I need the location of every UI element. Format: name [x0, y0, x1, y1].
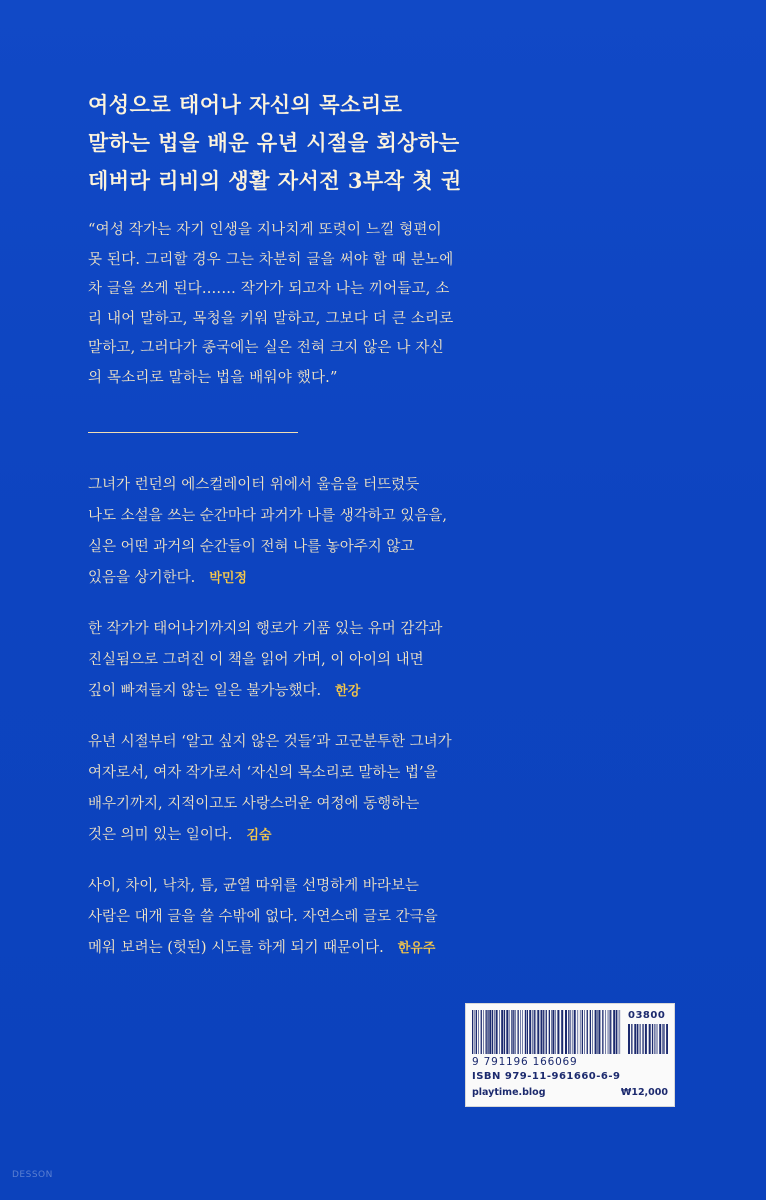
- barcode-bar: [549, 1010, 550, 1054]
- barcode-bar: [537, 1010, 539, 1054]
- addon-barcode: [628, 1024, 668, 1054]
- barcode-bar: [481, 1010, 482, 1054]
- barcode-bar: [618, 1010, 619, 1054]
- corner-stamp: DESSON: [12, 1170, 53, 1180]
- barcode-bar: [572, 1010, 573, 1054]
- endorsement-4: [88, 871, 528, 964]
- endorser-name: 한유주: [397, 941, 436, 956]
- endorsement-text: 것은 의미 있는 일이다.: [88, 827, 233, 843]
- barcode-bar: [657, 1024, 658, 1054]
- endorsement-line: 사람은 대개 글을 쓸 수밖에 없다. 자연스레 글로 간극을: [88, 909, 438, 925]
- barcode-bar: [602, 1010, 603, 1054]
- endorsement-2: [88, 614, 528, 707]
- barcode-bar: [561, 1010, 563, 1054]
- barcode-bar: [472, 1010, 473, 1054]
- barcode-bar: [534, 1010, 535, 1054]
- barcode-bar: [525, 1010, 526, 1054]
- barcode-bar: [511, 1010, 512, 1054]
- barcode-bar: [634, 1024, 636, 1054]
- barcode-bar: [574, 1010, 576, 1054]
- barcode-bar: [666, 1024, 668, 1054]
- barcode-bar: [501, 1010, 503, 1054]
- barcode-bar: [551, 1010, 552, 1054]
- barcode-bar: [590, 1010, 591, 1054]
- barcode-bar: [613, 1010, 615, 1054]
- barcode-bar: [605, 1010, 606, 1054]
- isbn-barcode-sticker: [465, 1003, 675, 1107]
- barcode-bar: [662, 1024, 663, 1054]
- barcode-bar: [496, 1010, 498, 1054]
- barcode-bar: [515, 1010, 516, 1054]
- headline-line: 여성으로 태어나 자신의 목소리로: [88, 92, 403, 117]
- barcode-bar: [649, 1024, 651, 1054]
- endorser-name: 김숨: [246, 828, 272, 843]
- endorsement-line: 그녀가 런던의 에스컬레이터 위에서 울음을 터뜨렸듯: [88, 477, 420, 493]
- barcode-bar: [529, 1010, 531, 1054]
- barcode-bar: [608, 1010, 609, 1054]
- barcode-bar: [568, 1010, 569, 1054]
- barcode-bar: [476, 1010, 477, 1054]
- barcode-bar: [543, 1010, 544, 1054]
- barcode-bar: [527, 1010, 528, 1054]
- barcode-bar: [578, 1010, 579, 1054]
- barcode-bar: [486, 1010, 487, 1054]
- endorser-name: 박민정: [209, 571, 247, 586]
- barcode-bar: [518, 1010, 519, 1054]
- endorser-name: 한강: [335, 684, 361, 699]
- barcode-bar: [557, 1010, 559, 1054]
- barcode-bar: [546, 1010, 547, 1054]
- barcode-bar: [654, 1024, 655, 1054]
- endorsement-text: 있음을 상기한다.: [88, 570, 196, 586]
- barcode-bar: [628, 1024, 630, 1054]
- barcode-bar: [639, 1024, 640, 1054]
- barcode-bar: [532, 1010, 533, 1054]
- barcode-bar: [492, 1010, 493, 1054]
- barcode-bar: [520, 1010, 521, 1054]
- barcode-bar: [597, 1010, 598, 1054]
- barcode-bar: [587, 1010, 588, 1054]
- barcode-bar: [595, 1010, 597, 1054]
- barcode-bar: [565, 1010, 567, 1054]
- barcode-bar: [509, 1010, 510, 1054]
- quote-line: 못 된다. 그리할 경우 그는 차분히 글을 써야 할 때 분노에: [88, 251, 454, 268]
- publisher-site: playtime.blog: [472, 1087, 546, 1098]
- barcode-bar: [637, 1024, 638, 1054]
- barcode-bar: [584, 1010, 585, 1054]
- barcode-bar: [616, 1010, 617, 1054]
- barcode-bar: [652, 1024, 653, 1054]
- ean-barcode: [472, 1010, 622, 1054]
- barcode-bar: [656, 1024, 657, 1054]
- endorsement-line: [88, 563, 528, 594]
- quote-line: “여성 작가는 자기 인생을 지나치게 또렷이 느낄 형편이: [88, 222, 442, 238]
- endorsement-line: 사이, 차이, 낙차, 틈, 균열 따위를 선명하게 바라보는: [88, 878, 419, 894]
- headline-line: 말하는 법을 배운 유년 시절을 회상하는: [88, 130, 460, 155]
- barcode-bar: [582, 1010, 583, 1054]
- headline: [88, 86, 648, 200]
- endorsement-3: [88, 727, 528, 851]
- endorsement-line: 실은 어떤 과거의 순간들이 전혀 나를 놓아주지 않고: [88, 539, 415, 555]
- barcode-bar: [598, 1010, 600, 1054]
- endorsement-line: 진실됨으로 그려진 이 책을 읽어 가며, 이 아이의 내면: [88, 652, 424, 668]
- endorsement-line: [88, 933, 528, 964]
- barcode-digits: 9 791196 166069: [472, 1056, 578, 1068]
- barcode-bar: [645, 1024, 647, 1054]
- endorsement-line: [88, 676, 528, 707]
- barcode-bar: [555, 1010, 556, 1054]
- barcode-bar: [631, 1024, 632, 1054]
- barcode-bar: [659, 1024, 661, 1054]
- endorsement-text: 메워 보려는 (헛된) 시도를 하게 되기 때문이다.: [88, 940, 384, 956]
- headline-line: 데버라 리비의 생활 자서전 3부작 첫 권: [88, 168, 462, 193]
- endorsement-line: 배우기까지, 지적이고도 사랑스러운 여정에 동행하는: [88, 796, 420, 812]
- quote-line: 의 목소리로 말하는 법을 배워야 했다.”: [88, 369, 338, 386]
- barcode-bar: [489, 1010, 491, 1054]
- barcode-bar: [642, 1024, 643, 1054]
- barcode-bar: [640, 1024, 641, 1054]
- barcode-bar: [504, 1010, 505, 1054]
- barcode-bar: [664, 1024, 665, 1054]
- price: ₩12,000: [620, 1087, 668, 1098]
- barcode-bar: [513, 1010, 514, 1054]
- barcode-bar: [552, 1010, 554, 1054]
- endorsement-line: [88, 820, 528, 851]
- barcode-bar: [609, 1010, 610, 1054]
- barcode-bar: [610, 1010, 611, 1054]
- section-divider: [88, 432, 298, 433]
- barcode-bar: [580, 1010, 581, 1054]
- barcode-bar: [506, 1010, 508, 1054]
- endorsements: [88, 470, 528, 984]
- quote-line: 차 글을 쓰게 된다.…… 작가가 되고자 나는 끼어들고, 소: [88, 281, 450, 297]
- barcode-bar: [541, 1010, 543, 1054]
- barcode-bar: [499, 1010, 500, 1054]
- quote-line: 리 내어 말하고, 목청을 키워 말하고, 그보다 더 큰 소리로: [88, 310, 454, 327]
- quote-line: 말하고, 그러다가 종국에는 실은 전혀 크지 않은 나 자신: [88, 340, 444, 356]
- barcode-bar: [478, 1010, 479, 1054]
- barcode-bar: [494, 1010, 495, 1054]
- endorsement-line: 한 작가가 태어나기까지의 행로가 기품 있는 유머 감각과: [88, 621, 443, 637]
- barcode-bar: [570, 1010, 571, 1054]
- endorsement-line: 여자로서, 여자 작가로서 ‘자신의 목소리로 말하는 법’을: [88, 765, 438, 781]
- barcode-bar: [522, 1010, 523, 1054]
- barcode-bar: [536, 1010, 537, 1054]
- addon-code: 03800: [628, 1010, 666, 1021]
- barcode-bar: [592, 1010, 593, 1054]
- endorsement-text: 깊이 빠져들지 않는 일은 불가능했다.: [88, 683, 322, 699]
- isbn-number: ISBN 979-11-961660-6-9: [472, 1071, 621, 1082]
- endorsement-line: 유년 시절부터 ‘알고 싶지 않은 것들’과 고군분투한 그녀가: [88, 734, 452, 750]
- barcode-bar: [487, 1010, 488, 1054]
- endorsement-line: 나도 소설을 쓰는 순간마다 과거가 나를 생각하고 있음을,: [88, 508, 448, 524]
- barcode-bar: [475, 1010, 476, 1054]
- author-quote: [88, 216, 518, 393]
- endorsement-1: [88, 470, 528, 594]
- barcode-bar: [483, 1010, 484, 1054]
- barcode-bar: [620, 1010, 621, 1054]
